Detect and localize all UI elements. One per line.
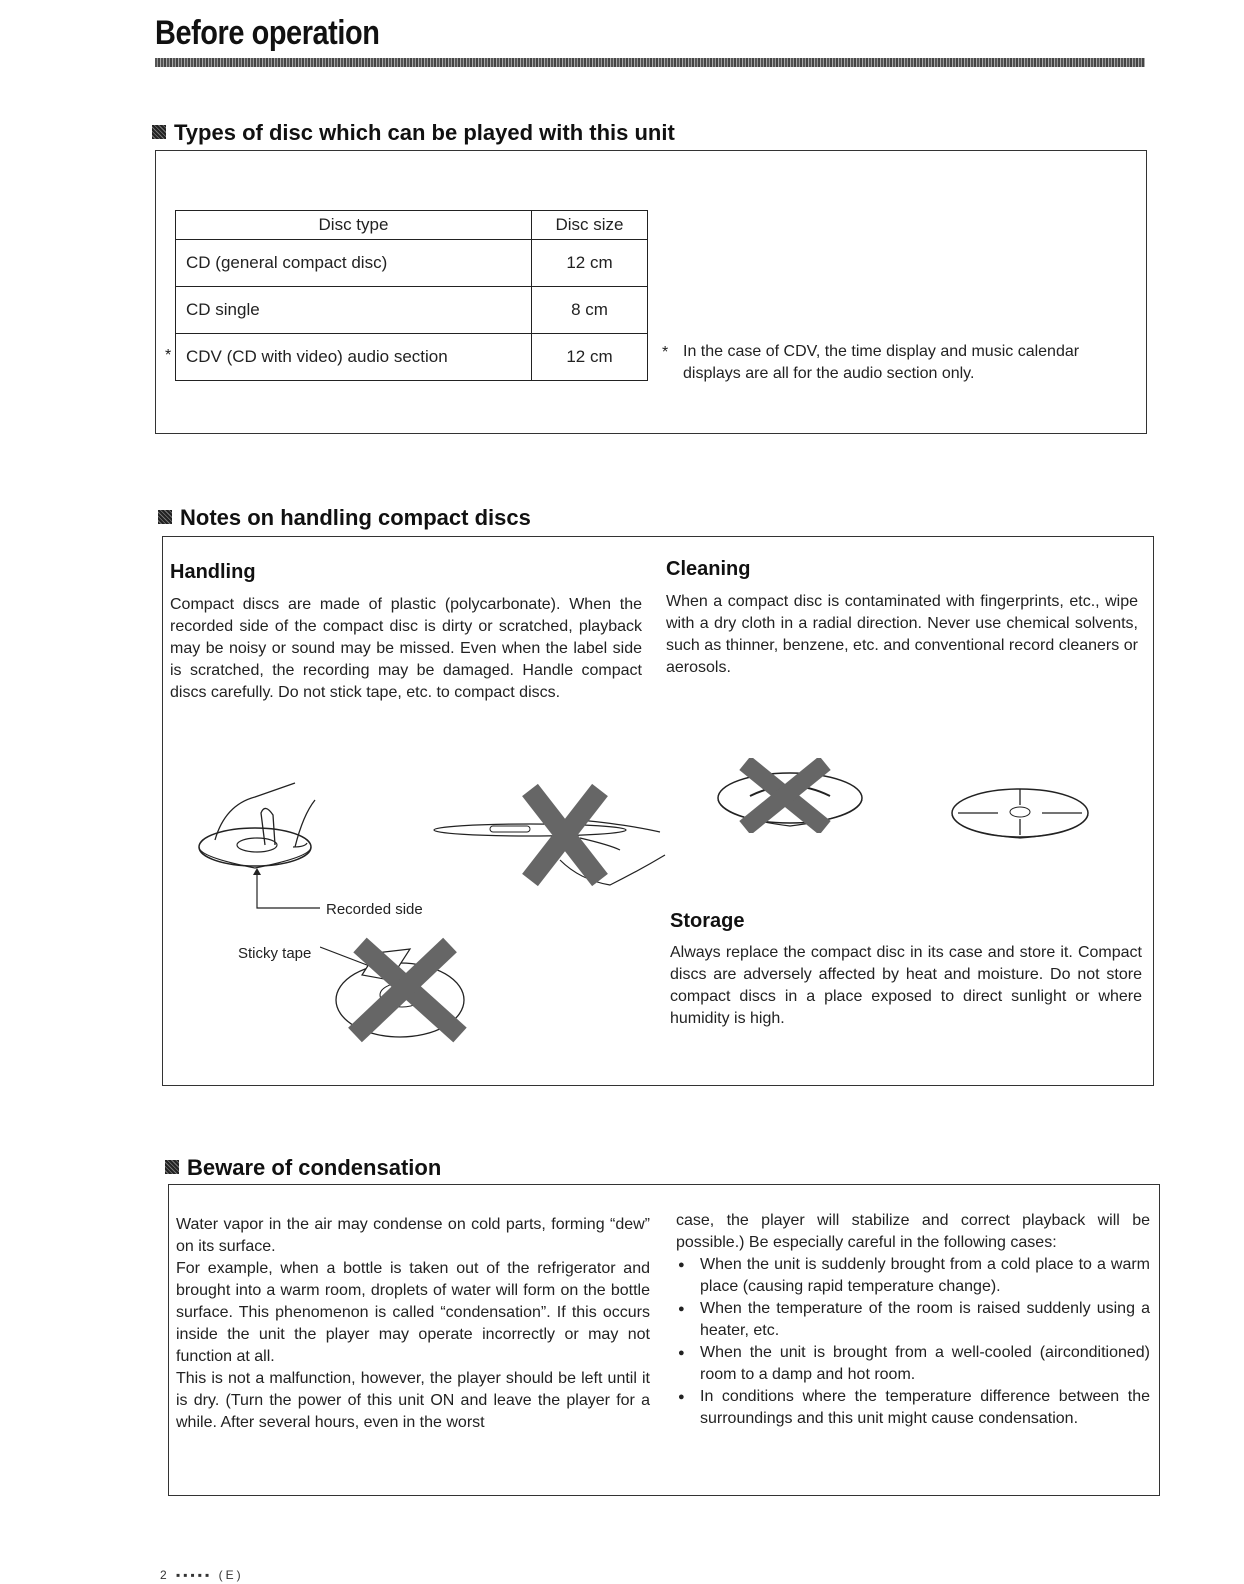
handling-text: Compact discs are made of plastic (polycarbonate). When the recorded side of the compact disc is dirty or scratched, playback may be noisy or sound may be missed. Even when the label side is scratched, the recording may be damaged. Handle compact discs carefully. Do not stick tape, etc. to compact discs. [170,596,642,701]
footnote-line: displays are all for the audio section only. [683,365,975,382]
paragraph: For example, when a bottle is taken out of the refrigerator and brought into a warm room, droplets of water will form on the bottle surface. This phenomenon is called “condensation”. If this occurs inside the unit the player may operate incorrectly or may not function at all. [176,1260,650,1365]
section-heading-text: Notes on handling compact discs [180,505,531,530]
section-heading-text: Types of disc which can be played with this unit [174,120,675,145]
radial-wipe-illustration [950,785,1095,850]
cell-disc-size: 12 cm [532,334,648,381]
storage-title: Storage [670,910,745,932]
hand-holding-disc-illustration [195,775,345,920]
page-title: Before operation [155,14,380,52]
cell-disc-type: CD single [176,287,532,334]
cell-disc-size: 8 cm [532,287,648,334]
cleaning-text: When a compact disc is contaminated with fingerprints, etc., wipe with a dry cloth in a radial direction. Never use chemical solvents, such as thinner, benzene, etc. and conventional record cleaners or aerosols. [666,593,1138,676]
disc-edge-hold-prohibited-illustration [430,780,670,900]
header-disc-type: Disc type [176,211,532,240]
condensation-left-column [176,1214,650,1434]
header-disc-size: Disc size [532,211,648,240]
cell-disc-type: CD (general compact disc) [176,240,532,287]
paragraph: This is not a malfunction, however, the player should be left until it is dry. (Turn the power of this unit ON and leave the player for a while. After several hours, even in the worst [176,1370,650,1431]
cdv-footnote [683,341,1143,385]
section-heading-text: Beware of condensation [187,1155,442,1180]
table-row [176,287,648,334]
paragraph: case, the player will stabilize and correct playback will be possible.) Be especially careful in the following cases: [676,1212,1150,1251]
list-item: ● When the temperature of the room is raised suddenly using a heater, etc. [676,1298,1150,1342]
condensation-cases-list [676,1254,1150,1430]
list-item: ● When the unit is brought from a well-cooled (airconditioned) room to a damp and hot room. [676,1342,1150,1386]
list-item: ● When the unit is suddenly brought from a cold place to a warm place (causing rapid temperature change). [676,1254,1150,1298]
prohibited-x-icon [355,945,460,1035]
sticky-tape-prohibited-illustration [320,935,480,1055]
section-bullet-icon [165,1160,179,1174]
table-header-row [176,211,648,240]
table-row [176,334,648,381]
disc-types-table [175,210,648,381]
cdv-footnote-marker: * [662,344,669,361]
condensation-right-column [676,1210,1150,1430]
section-bullet-icon [158,510,172,524]
section-heading-condensation [165,1155,441,1181]
cell-disc-size: 12 cm [532,240,648,287]
cleaning-title: Cleaning [666,558,751,580]
cell-disc-type: CDV (CD with video) audio section [176,334,532,381]
footnote-line: In the case of CDV, the time display and music calendar [683,343,1080,360]
storage-text: Always replace the compact disc in its case and store it. Compact discs are adversely affected by heat and moisture. Do not store compact discs in a place exposed to direct sunlight or where humidity is high. [670,944,1142,1027]
recorded-side-label: Recorded side [326,901,423,918]
table-row [176,240,648,287]
row-footnote-marker: * [165,347,172,364]
section-bullet-icon [152,125,166,139]
disc-types-table-wrap [175,210,648,381]
title-rule [155,58,1145,67]
page-footer-mark: 2 ▪▪▪▪▪ (E) [160,1568,244,1582]
circular-wipe-prohibited-illustration [715,758,875,833]
sticky-tape-label: Sticky tape [238,945,312,962]
paragraph: Water vapor in the air may condense on cold parts, forming “dew” on its surface. [176,1216,650,1255]
list-item: ● In conditions where the temperature difference between the surroundings and this unit might cause condensation. [676,1386,1150,1430]
section-heading-handling [158,505,531,531]
handling-title: Handling [170,561,256,583]
section-heading-disc-types [152,120,675,146]
